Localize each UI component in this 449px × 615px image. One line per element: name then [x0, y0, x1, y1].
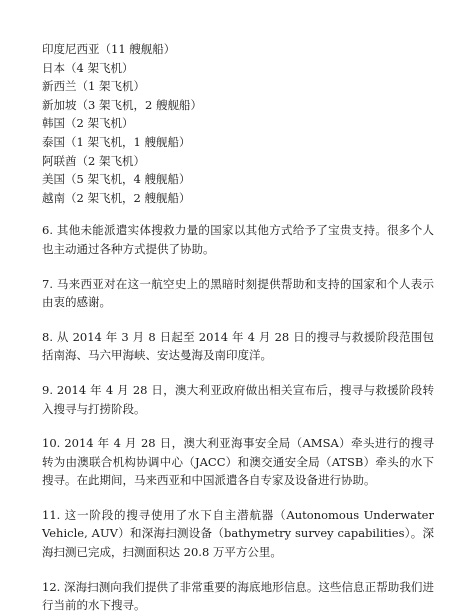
paragraph-11: 11. 这一阶段的搜寻使用了水下自主潜航器（Autonomous Underwater Vehicle, AUV）和深海扫测设备（bathymetry survey capabilities）。深海扫测已完成，扫测面积达 20.8 万平方公里。: [42, 507, 434, 560]
list-item: 新西兰（1 架飞机）: [42, 79, 145, 94]
list-item: 日本（4 架飞机）: [42, 60, 134, 75]
list-item: 泰国（1 架飞机，1 艘舰船）: [42, 134, 191, 149]
list-item: 印度尼西亚（11 艘舰船）: [42, 42, 176, 56]
paragraph-9: 9. 2014 年 4 月 28 日，澳大利亚政府做出相关宣布后，搜寻与救援阶段转入搜寻与打捞阶段。: [42, 382, 434, 416]
list-item: 新加坡（3 架飞机，2 艘舰船）: [42, 97, 202, 112]
paragraph-8: 8. 从 2014 年 3 月 8 日起至 2014 年 4 月 28 日的搜寻与救援阶段范围包括南海、马六甲海峡、安达曼海及南印度洋。: [42, 329, 434, 363]
paragraph-6: 6. 其他未能派遣实体搜救力量的国家以其他方式给予了宝贵支持。很多个人也主动通过各种方式提供了协助。: [42, 223, 434, 256]
list-item: 韩国（2 架飞机）: [42, 116, 134, 131]
country-contribution-list: [42, 40, 434, 207]
paragraph-10: 10. 2014 年 4 月 28 日，澳大利亚海事安全局（AMSA）牵头进行的搜寻转为由澳联合机构协调中心（JACC）和澳交通安全局（ATSB）牵头的水下搜寻。在此期间，马来西亚和中国派遣各自专家及设备进行协助。: [42, 436, 434, 488]
paragraph-12: 12. 深海扫测向我们提供了非常重要的海底地形信息。这些信息正帮助我们进行当前的水下搜寻。: [42, 579, 434, 613]
paragraph-7: 7. 马来西亚对在这一航空史上的黑暗时刻提供帮助和支持的国家和个人表示由衷的感谢。: [42, 276, 434, 310]
list-item: 美国（5 架飞机，4 艘舰船）: [42, 172, 191, 187]
list-item: 越南（2 架飞机，2 艘舰船）: [42, 190, 191, 205]
list-item: 阿联酋（2 架飞机）: [42, 153, 145, 168]
document-page: [42, 40, 434, 615]
